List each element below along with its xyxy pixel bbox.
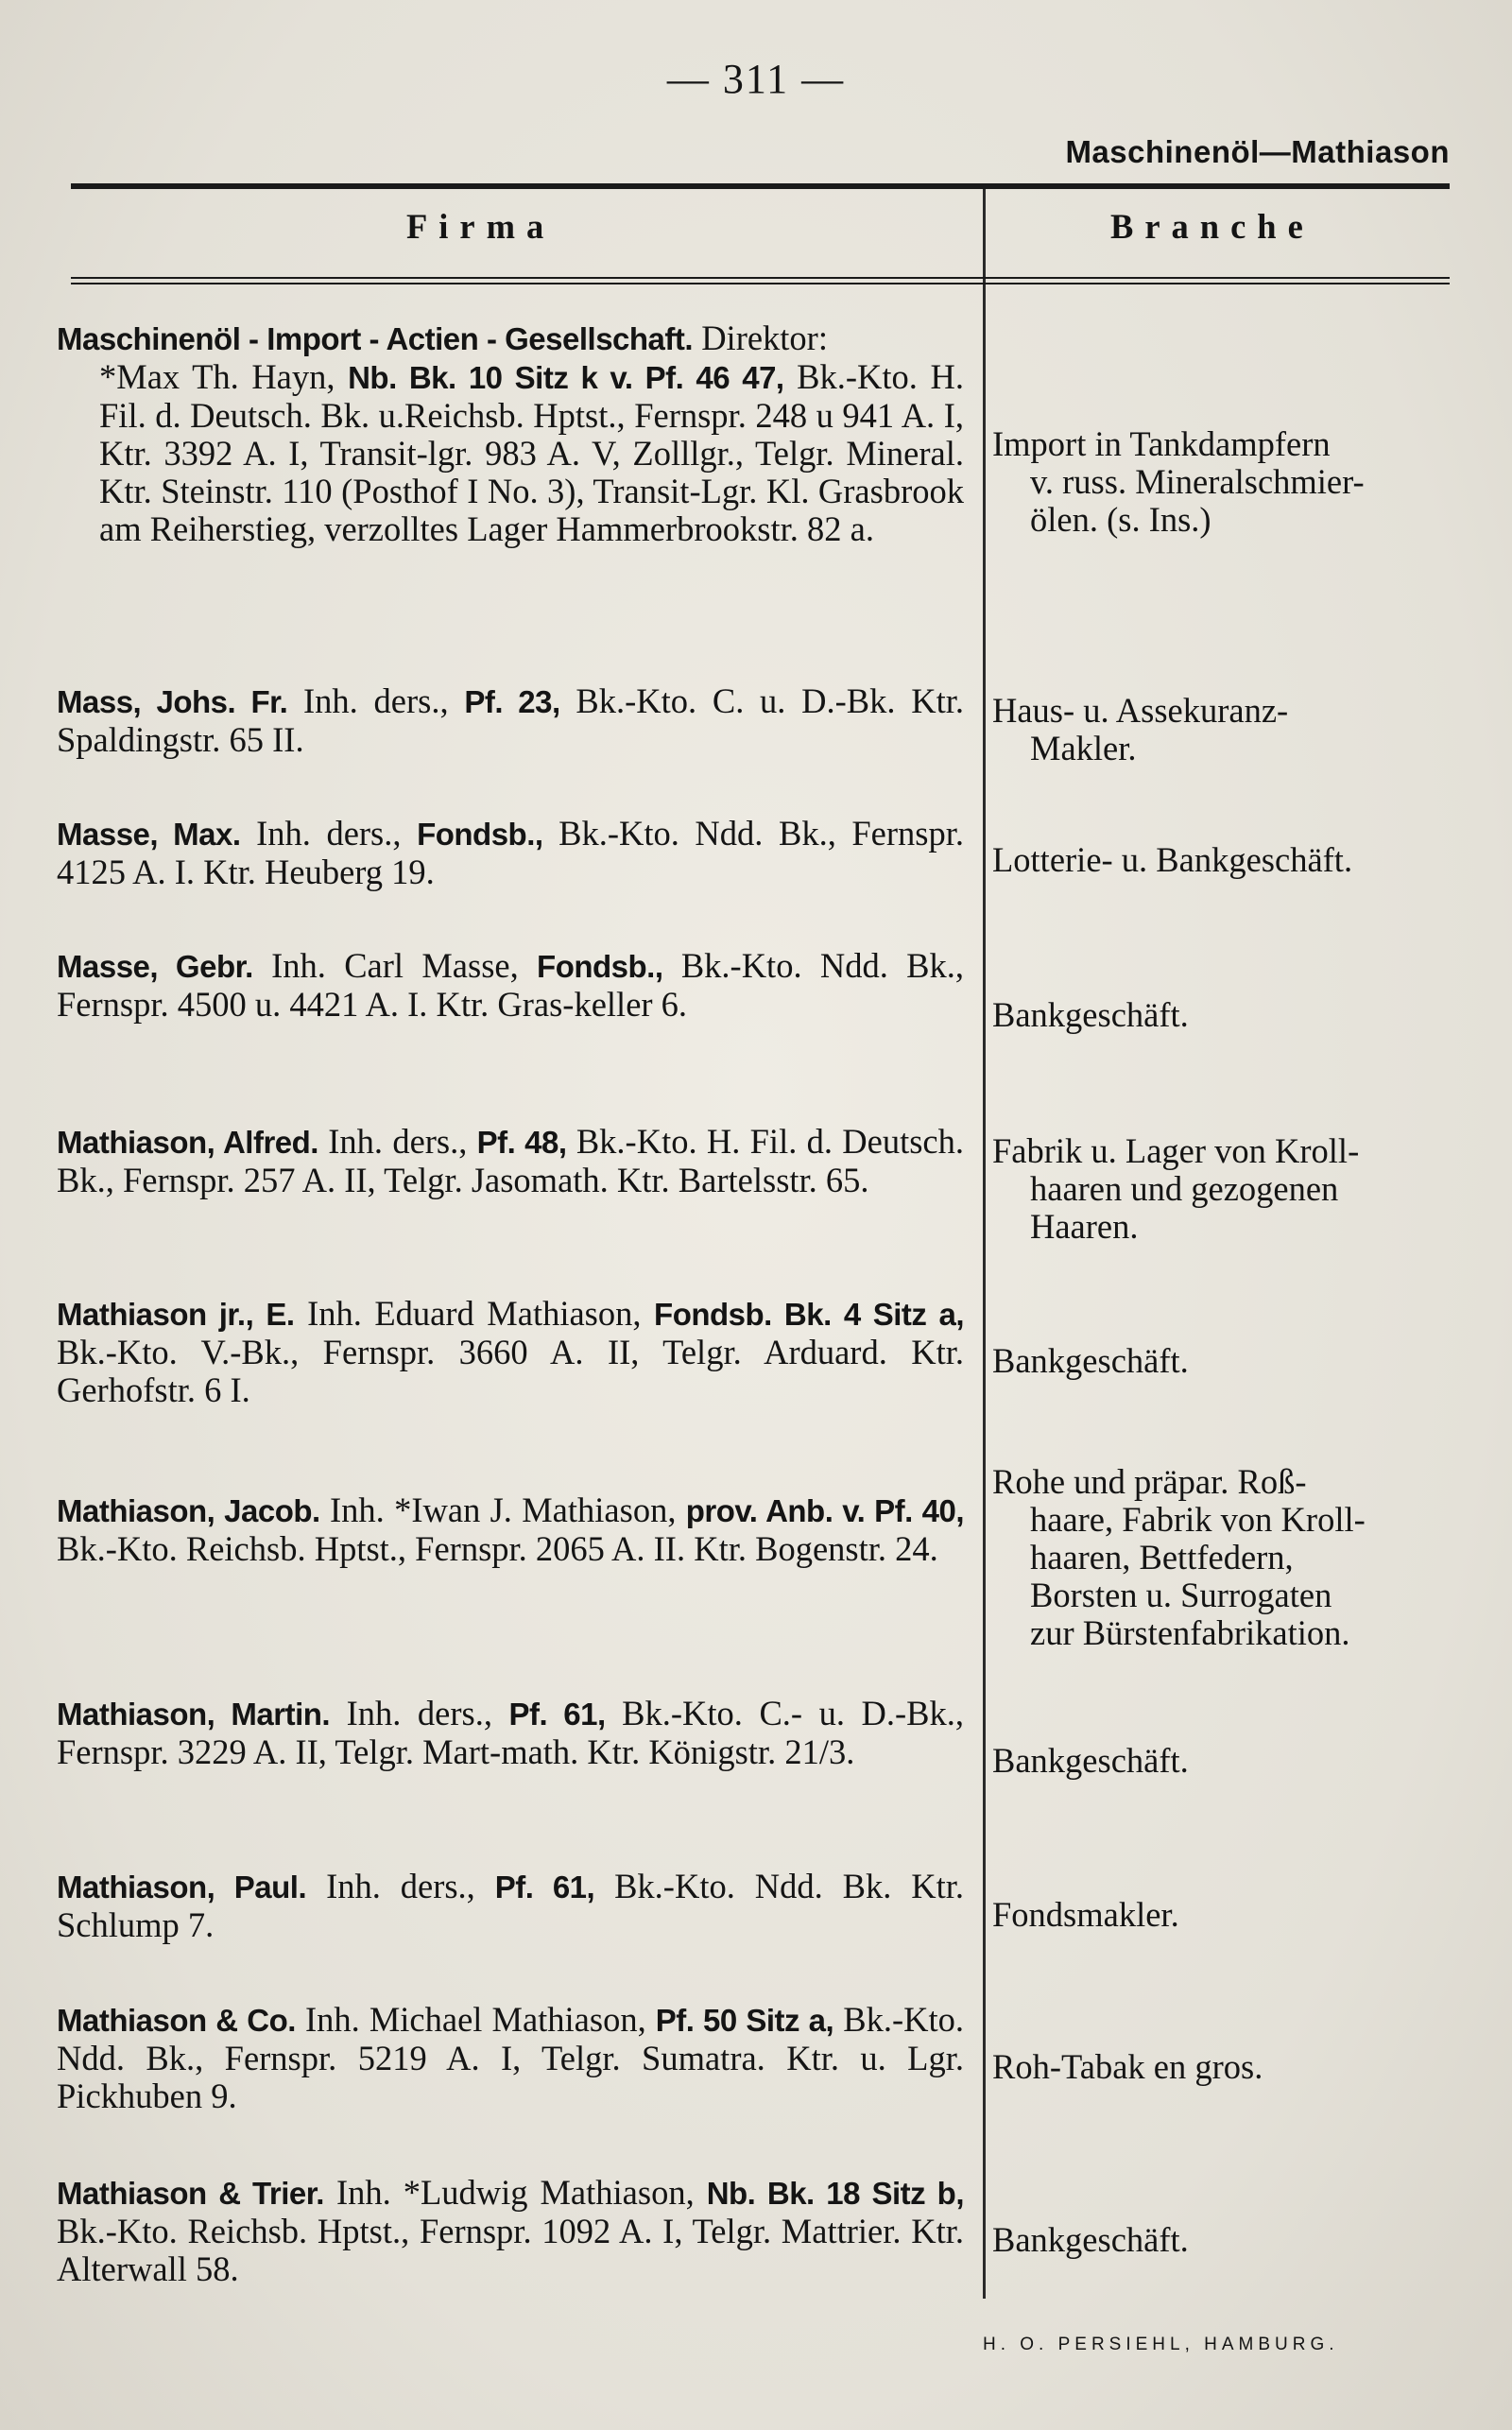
entry-branche <box>992 692 1455 767</box>
entry-bold-text: Pf. 61, <box>508 1697 606 1732</box>
branche-line: Lotterie- u. Bankgeschäft. <box>992 840 1353 879</box>
branche-line: Bankgeschäft. <box>992 1741 1189 1780</box>
entry-firma <box>57 2174 964 2288</box>
entry-text: Bk.-Kto. C.- u. D.-Bk., Fernspr. 3229 A. II, Telgr. Mart-math. Ktr. Königstr. 21/3. <box>57 1694 965 1771</box>
column-header-branche: Branche <box>1110 207 1314 246</box>
entry-text: Bk.-Kto. Ndd. Bk., Fernspr. 4125 A. I. Ktr. Heuberg 19. <box>57 814 965 891</box>
branche-line: Rohe und präpar. Roß- <box>992 1462 1307 1501</box>
entry-bold-text: Pf. 48, <box>476 1125 567 1160</box>
branche-line: haare, Fabrik von Kroll- <box>1030 1500 1366 1539</box>
entry-branche <box>992 996 1455 1034</box>
entry-branche <box>992 1742 1455 1780</box>
entry-firma <box>57 1295 964 1409</box>
entry-branche <box>992 1342 1455 1380</box>
entry-bold-text: Fondsb., <box>537 949 663 984</box>
firm-name: Masse, Max. <box>57 817 241 852</box>
branche-line: Roh-Tabak en gros. <box>992 2047 1263 2086</box>
header-double-rule <box>71 277 1450 284</box>
entry-bold-text: Fondsb. Bk. 4 Sitz a, <box>654 1297 964 1332</box>
entry-text: Inh. ders., <box>256 814 418 853</box>
entry-text: Bk.-Kto. Ndd. Bk., Fernspr. 5219 A. I, Telgr. Sumatra. Ktr. u. Lgr. Pickhuben 9. <box>57 2000 965 2115</box>
entry-text: Inh. Carl Masse, <box>271 946 538 985</box>
entry-text: Bk.-Kto. Reichsb. Hptst., Fernspr. 2065 A. II. Ktr. Bogenstr. 24. <box>57 1529 938 1568</box>
entry-branche <box>992 2048 1455 2086</box>
branche-line: Makler. <box>1030 729 1137 767</box>
entry-text: Bk.-Kto. C. u. D.-Bk. Ktr. Spaldingstr. 65 II. <box>57 681 964 759</box>
branche-line: Borsten u. Surrogaten <box>1030 1576 1332 1614</box>
entry-branche <box>992 1132 1455 1246</box>
running-head: Maschinenöl—Mathiason <box>1065 134 1450 169</box>
branche-line: Haaren. <box>1030 1207 1139 1246</box>
branche-line: haaren, Bettfedern, <box>1030 1538 1294 1577</box>
firm-name: Maschinenöl - Import - Actien - Gesellschaft. <box>57 321 694 356</box>
entry-text: *Max Th. Hayn, <box>99 357 349 396</box>
entry-firma <box>57 2001 964 2115</box>
firm-name: Mathiason & Co. <box>57 2003 296 2038</box>
entry-text: Bk.-Kto. H. Fil. d. Deutsch. Bk. u.Reichsb. Hptst., Fernspr. 248 u 941 A. I, Ktr. 3392 A. I, Transit-lgr. 983 A. V, Zolllgr., Telgr. Mineral. Ktr. Steinstr. 110 (Posthof I No. 3), Transit-Lgr. Kl. Grasbrook am Reiherstieg, verzolltes Lager Hammerbrookstr. 82 a. <box>99 357 964 548</box>
branche-line: Fondsmakler. <box>992 1895 1179 1934</box>
entry-text: Bk.-Kto. Ndd. Bk. Ktr. Schlump 7. <box>57 1867 964 1944</box>
entry-text: Inh. *Ludwig Mathiason, <box>335 2173 707 2212</box>
entry-firma <box>57 1491 964 1568</box>
entry-text: Inh. ders., <box>328 1122 477 1161</box>
branche-line: Bankgeschäft. <box>992 2220 1189 2259</box>
entry-text: Bk.-Kto. H. Fil. d. Deutsch. Bk., Fernspr. 257 A. II, Telgr. Jasomath. Ktr. Bartelsstr. 65. <box>57 1122 965 1199</box>
entry-branche <box>992 1463 1455 1652</box>
entry-bold-text: Nb. Bk. 18 Sitz b, <box>706 2176 964 2211</box>
page-number: — 311 — <box>666 56 846 102</box>
entry-branche <box>992 2221 1455 2259</box>
branche-line: Import in Tankdampfern <box>992 424 1331 463</box>
firm-name: Mathiason, Martin. <box>57 1697 331 1732</box>
firm-name: Mathiason, Alfred. <box>57 1125 318 1160</box>
column-header-firma: Firma <box>406 207 556 246</box>
entry-firma <box>57 947 964 1024</box>
firm-name: Mass, Johs. Fr. <box>57 684 288 719</box>
entry-bold-text: Nb. Bk. 10 Sitz k v. Pf. 46 47, <box>348 360 784 395</box>
printer-imprint: H. O. PERSIEHL, HAMBURG. <box>983 2335 1339 2354</box>
branche-line: haaren und gezogenen <box>1030 1169 1339 1208</box>
entry-text: Inh. Michael Mathiason, <box>304 2000 656 2039</box>
entry-branche <box>992 425 1455 539</box>
header-rule <box>71 183 1450 189</box>
entry-firma <box>57 1868 964 1944</box>
entry-branche <box>992 841 1455 879</box>
entry-text: Bk.-Kto. Reichsb. Hptst., Fernspr. 1092 A. I, Telgr. Mattrier. Ktr. Alterwall 58. <box>57 2212 964 2288</box>
entry-bold-text: prov. Anb. v. Pf. 40, <box>685 1493 965 1528</box>
entry-firma <box>57 1695 964 1771</box>
entry-text: Bk.-Kto. V.-Bk., Fernspr. 3660 A. II, Telgr. Arduard. Ktr. Gerhofstr. 6 I. <box>57 1333 964 1409</box>
branche-line: v. russ. Mineralschmier- <box>1030 462 1365 501</box>
column-divider <box>983 189 986 2299</box>
entry-text: Inh. Eduard Mathiason, <box>307 1294 655 1333</box>
branche-line: zur Bürstenfabrikation. <box>1030 1613 1350 1652</box>
entry-text: Direktor: <box>701 319 828 357</box>
entry-bold-text: Fondsb., <box>417 817 543 852</box>
firm-name: Mathiason jr., E. <box>57 1297 295 1332</box>
entry-text: Inh. ders., <box>303 681 465 720</box>
entry-text: Bk.-Kto. Ndd. Bk., Fernspr. 4500 u. 4421 A. I. Ktr. Gras-keller 6. <box>57 946 965 1024</box>
entry-text: Inh. ders., <box>326 1867 495 1905</box>
entry-firma <box>57 682 964 759</box>
branche-line: ölen. (s. Ins.) <box>1030 500 1211 539</box>
firm-name: Mathiason & Trier. <box>57 2176 324 2211</box>
branche-line: Bankgeschäft. <box>992 1341 1189 1380</box>
firm-name: Mathiason, Jacob. <box>57 1493 320 1528</box>
firm-name: Mathiason, Paul. <box>57 1870 307 1904</box>
entry-text: Inh. ders., <box>346 1694 509 1732</box>
entry-firma <box>57 1123 964 1199</box>
entry-bold-text: Pf. 50 Sitz a, <box>655 2003 834 2038</box>
branche-line: Bankgeschäft. <box>992 995 1189 1034</box>
entry-branche <box>992 1896 1455 1934</box>
entry-text: Inh. *Iwan J. Mathiason, <box>330 1491 686 1529</box>
entry-firma <box>57 815 964 891</box>
firm-name: Masse, Gebr. <box>57 949 253 984</box>
entry-bold-text: Pf. 23, <box>464 684 560 719</box>
entry-bold-text: Pf. 61, <box>494 1870 595 1904</box>
entry-text-block <box>57 358 964 548</box>
branche-line: Fabrik u. Lager von Kroll- <box>992 1131 1360 1170</box>
branche-line: Haus- u. Assekuranz- <box>992 691 1289 730</box>
entry-firma <box>57 319 964 548</box>
